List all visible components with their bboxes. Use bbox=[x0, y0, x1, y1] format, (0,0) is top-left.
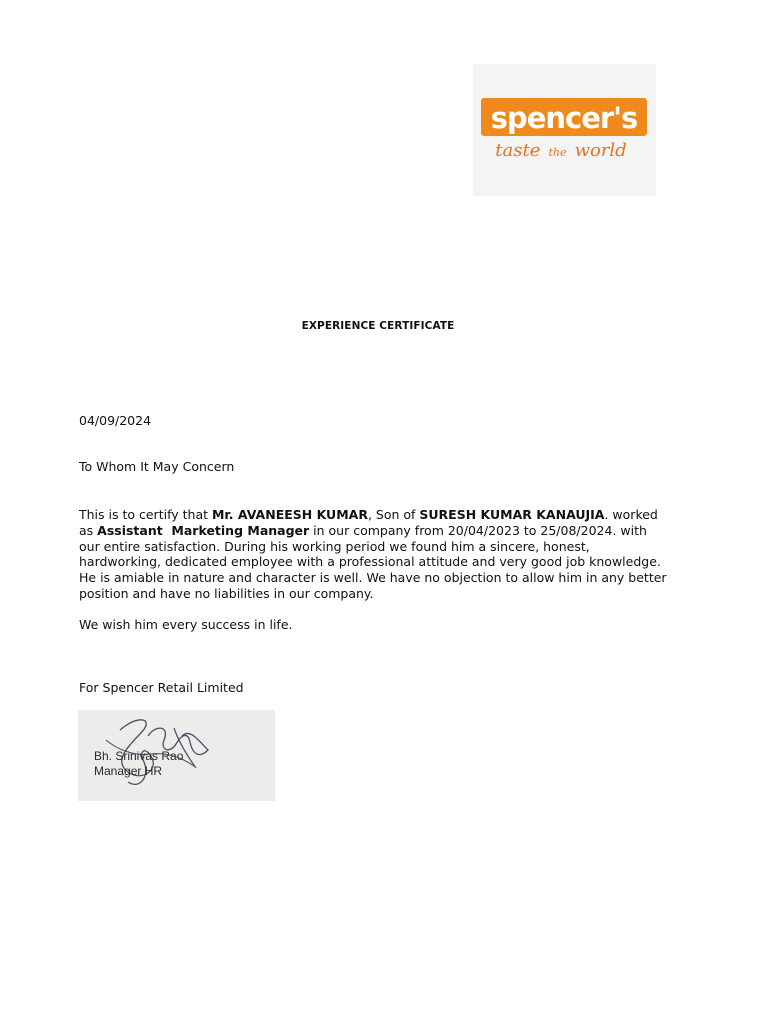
body-line-4: hardworking, dedicated employee with a professional attitude and very good job knowledge. bbox=[79, 554, 661, 570]
father-name: SURESH KUMAR KANAUJIA bbox=[419, 507, 605, 522]
logo-tagline-taste: taste bbox=[495, 140, 541, 161]
signature-block bbox=[78, 710, 275, 801]
signatory-role: Manager HR bbox=[94, 764, 163, 778]
body-line-6: position and have no liabilities in our company. bbox=[79, 585, 374, 601]
document-title: EXPERIENCE CERTIFICATE bbox=[301, 320, 455, 332]
spencers-logo-graphic bbox=[473, 64, 656, 196]
for-company: For Spencer Retail Limited bbox=[79, 680, 244, 695]
employee-role: Assistant Marketing Manager bbox=[97, 522, 310, 538]
logo-tagline-world: world bbox=[574, 140, 627, 161]
logo-brand-text: spencer's bbox=[490, 101, 638, 135]
employee-name: Mr. AVANEESH KUMAR bbox=[211, 507, 368, 522]
company-logo bbox=[473, 64, 656, 196]
certificate-body bbox=[79, 507, 689, 602]
closing-wish: We wish him every success in life. bbox=[79, 617, 293, 632]
signatory-name: Bh. Srinivas Rao bbox=[94, 749, 184, 763]
logo-tagline-the: the bbox=[548, 146, 567, 159]
body-line-3: our entire satisfaction. During his working period we found him a sincere, honest, bbox=[79, 538, 590, 554]
body-line-2: as Assistant Marketing Manager in our company from 20/04/2023 to 25/08/2024. with bbox=[79, 522, 647, 538]
body-line-5: He is amiable in nature and character is well. We have no objection to allow him in any better bbox=[79, 570, 667, 586]
salutation: To Whom It May Concern bbox=[79, 459, 235, 474]
letter-date: 04/09/2024 bbox=[79, 413, 152, 428]
body-line-1: This is to certify that Mr. AVANEESH KUMAR, Son of SURESH KUMAR KANAUJIA. worked bbox=[79, 507, 658, 522]
logo-tagline bbox=[495, 140, 626, 161]
